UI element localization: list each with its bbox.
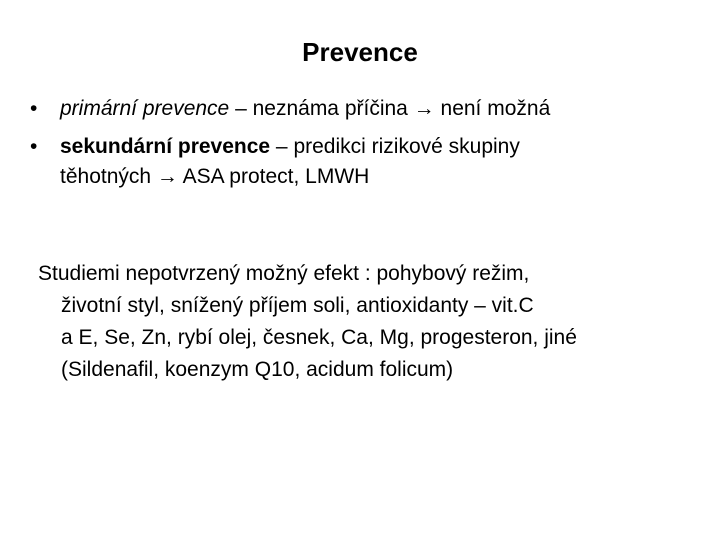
bullet-item-primary-prevention bbox=[30, 94, 690, 124]
bullet-marker: • bbox=[30, 97, 38, 120]
bullet-text: – predikci rizikové skupiny bbox=[270, 135, 520, 158]
slide-title: Prevence bbox=[302, 37, 418, 67]
bullet-term: sekundární prevence bbox=[60, 135, 271, 158]
paragraph-line: a E, Se, Zn, rybí olej, česnek, Ca, Mg, progesteron, jiné bbox=[61, 326, 577, 349]
paragraph-line: životní styl, snížený příjem soli, antioxidanty – vit.C bbox=[61, 294, 534, 317]
bullet-text: – neznáma příčina → není možná bbox=[229, 97, 551, 120]
unconfirmed-effects-paragraph bbox=[38, 258, 688, 386]
bullet-term: primární prevence bbox=[60, 97, 230, 120]
bullet-item-secondary-prevention bbox=[30, 132, 690, 192]
paragraph-line: (Sildenafil, koenzym Q10, acidum folicum) bbox=[61, 358, 454, 381]
bullet-list bbox=[30, 94, 690, 200]
bullet-continuation: těhotných → ASA protect, LMWH bbox=[60, 165, 370, 188]
paragraph-line: Studiemi nepotvrzený možný efekt : pohybový režim, bbox=[38, 262, 530, 285]
bullet-marker: • bbox=[30, 135, 38, 158]
